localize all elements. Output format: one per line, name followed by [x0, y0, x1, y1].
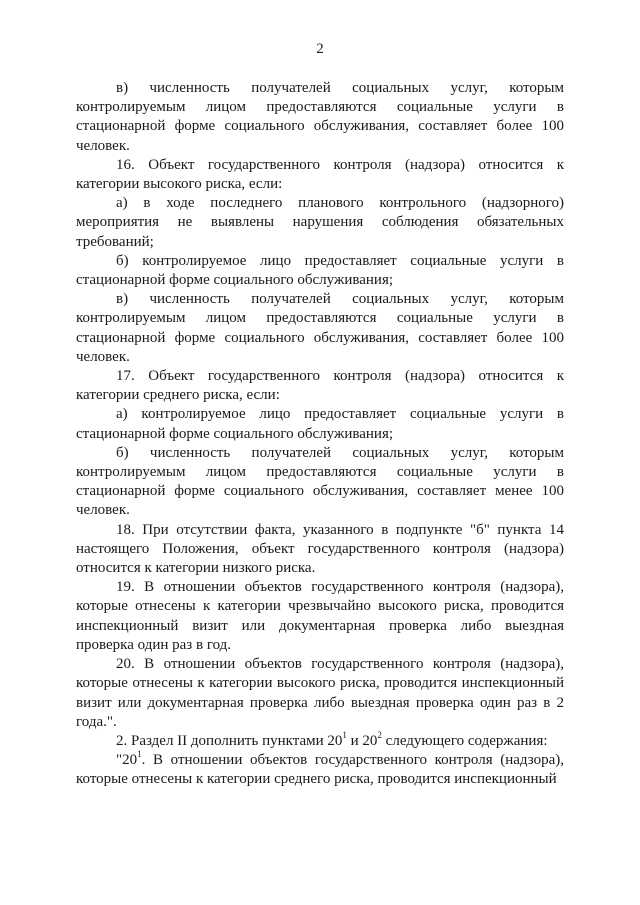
paragraph-18-low-risk: 18. При отсутствии факта, указанного в подпункте "б" пункта 14 настоящего Положения, объект государственного контроля (надзора) относится к категории низкого риска. — [76, 521, 564, 577]
paragraph-17b-headcount-less-100: б) численность получателей социальных услуг, которым контролируемым лицом предоставляются социальные услуги в стационарной форме социального обслуживания, составляет менее 100 человек. — [76, 444, 564, 519]
paragraph-17-medium-risk: 17. Объект государственного контроля (надзора) относится к категории среднего риска, если: — [76, 368, 564, 404]
superscript: 2 — [377, 729, 382, 740]
text-fragment: . В отношении объектов государственного контроля (надзора), которые отнесены к категории среднего риска, проводится инспекционный — [76, 752, 564, 788]
superscript: 1 — [137, 749, 142, 760]
text-fragment: "20 — [116, 752, 138, 769]
paragraph-3v-headcount-more-100-a: в) численность получателей социальных услуг, которым контролируемым лицом предоставляются социальные услуги в стационарной форме социального обслуживания, составляет более 100 человек. — [76, 80, 564, 154]
paragraph-section-ii-amendment — [76, 729, 564, 751]
paragraph-16a-no-violations: а) в ходе последнего планового контрольного (надзорного) мероприятия не выявлены нарушения соблюдения обязательных требований; — [76, 195, 564, 250]
paragraph-20-high-risk-inspection: 20. В отношении объектов государственного контроля (надзора), которые отнесены к категории высокого риска, проводится инспекционный визит или документарная проверка либо выездная проверка один раз в 2 года.". — [76, 656, 564, 730]
document-body — [76, 79, 564, 790]
text-fragment: 2. Раздел II дополнить пунктами 20 — [116, 732, 343, 749]
paragraph-19-extreme-risk-inspection: 19. В отношении объектов государственного контроля (надзора), которые отнесены к категории чрезвычайно высокого риска, проводится инспекционный визит или документарная проверка либо выездная проверка один раз в год. — [76, 579, 564, 653]
text-fragment: следующего содержания: — [381, 732, 548, 749]
paragraph-16b-stationary-services: б) контролируемое лицо предоставляет социальные услуги в стационарной форме социального обслуживания; — [76, 252, 564, 289]
paragraph-20-1-medium-risk-inspection — [76, 751, 564, 789]
superscript: 1 — [342, 729, 347, 740]
text-fragment: и 20 — [346, 732, 378, 749]
paragraph-17a-stationary-services: а) контролируемое лицо предоставляет социальные услуги в стационарной форме социального обслуживания; — [76, 406, 564, 442]
paragraph-16v-headcount-more-100: в) численность получателей социальных услуг, которым контролируемым лицом предоставляются социальные услуги в стационарной форме социального обслуживания, составляет более 100 человек. — [76, 291, 564, 365]
page-number: 2 — [316, 41, 324, 57]
paragraph-16-high-risk: 16. Объект государственного контроля (надзора) относится к категории высокого риска, если: — [76, 156, 564, 193]
